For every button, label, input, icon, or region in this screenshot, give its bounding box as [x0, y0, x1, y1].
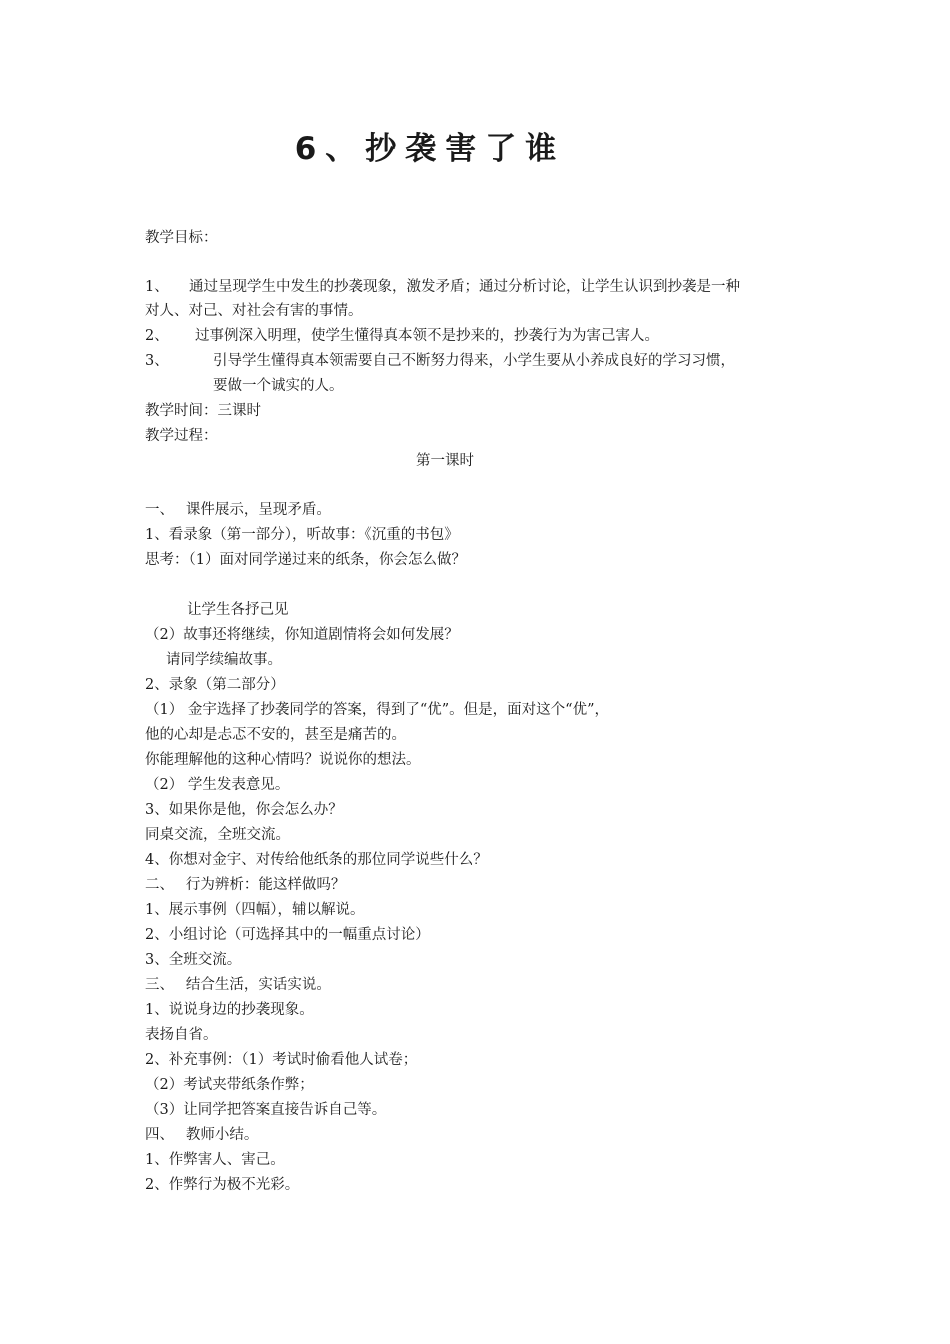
- page-title: 6、抄袭害了谁: [294, 131, 566, 167]
- body-line: 二、 行为辨析：能这样做吗？: [145, 877, 346, 893]
- goal-1-number: 1、: [145, 279, 169, 295]
- body-line: 2、作弊行为极不光彩。: [145, 1177, 300, 1193]
- body-line: （2）故事还将继续，你知道剧情将会如何发展？: [145, 627, 459, 643]
- body-line: （2）考试夹带纸条作弊；: [145, 1077, 314, 1093]
- body-line: 他的心却是忐忑不安的，甚至是痛苦的。: [145, 727, 406, 743]
- body-line: 1、作弊害人、害己。: [145, 1152, 285, 1168]
- body-line: 同桌交流，全班交流。: [145, 827, 290, 843]
- body-line: （3）让同学把答案直接告诉自己等。: [145, 1102, 387, 1118]
- body-line: 3、如果你是他，你会怎么办？: [145, 802, 343, 818]
- goal-3-text: 引导学生懂得真本领需要自己不断努力得来，小学生要从小养成良好的学习习惯，: [213, 353, 735, 369]
- goal-1-line-1: [145, 276, 740, 298]
- body-line: 三、 结合生活，实话实说。: [145, 977, 331, 993]
- body-line: 思考：（1）面对同学递过来的纸条，你会怎么做？: [145, 552, 466, 568]
- body-line: 2、小组讨论（可选择其中的一幅重点讨论）: [145, 927, 430, 943]
- body-line: 1、看录象（第一部分），听故事：《沉重的书包》: [145, 527, 459, 543]
- body-line: 让学生各抒己见: [187, 602, 289, 618]
- body-line: （1） 金宇选择了抄袭同学的答案，得到了“优”。但是，面对这个“优”，: [145, 702, 609, 718]
- body-line: 请同学续编故事。: [166, 652, 282, 668]
- body-line: 3、全班交流。: [145, 952, 242, 968]
- teaching-process: 教学过程：: [145, 428, 218, 444]
- goal-2-number: 2、: [145, 328, 169, 344]
- goals-heading: 教学目标：: [145, 230, 218, 246]
- body-line: 四、 教师小结。: [145, 1127, 259, 1143]
- body-line: （2） 学生发表意见。: [145, 777, 290, 793]
- goal-3-line-2: 要做一个诚实的人。: [213, 378, 344, 394]
- body-line: 1、展示事例（四幅），辅以解说。: [145, 902, 365, 918]
- teaching-time: 教学时间：三课时: [145, 403, 261, 419]
- body-line: 一、 课件展示，呈现矛盾。: [145, 502, 331, 518]
- goal-1-text: 通过呈现学生中发生的抄袭现象，激发矛盾；通过分析讨论，让学生认识到抄袭是一种: [189, 279, 740, 295]
- goal-2: [145, 325, 659, 347]
- goal-2-text: 过事例深入明理，使学生懂得真本领不是抄来的，抄袭行为为害己害人。: [195, 328, 659, 344]
- lesson-heading: 第一课时: [416, 453, 474, 469]
- goal-3-number: 3、: [145, 353, 169, 369]
- body-line: 4、你想对金宇、对传给他纸条的那位同学说些什么？: [145, 852, 488, 868]
- body-line: 表扬自省。: [145, 1027, 218, 1043]
- body-line: 你能理解他的这种心情吗？说说你的想法。: [145, 752, 421, 768]
- goal-1-line-2: 对人、对己、对社会有害的事情。: [145, 303, 363, 319]
- body-line: 1、说说身边的抄袭现象。: [145, 1002, 314, 1018]
- body-line: 2、补充事例：（1）考试时偷看他人试卷；: [145, 1052, 418, 1068]
- body-line: 2、录象（第二部分）: [145, 677, 285, 693]
- goal-3-line-1: [145, 350, 735, 372]
